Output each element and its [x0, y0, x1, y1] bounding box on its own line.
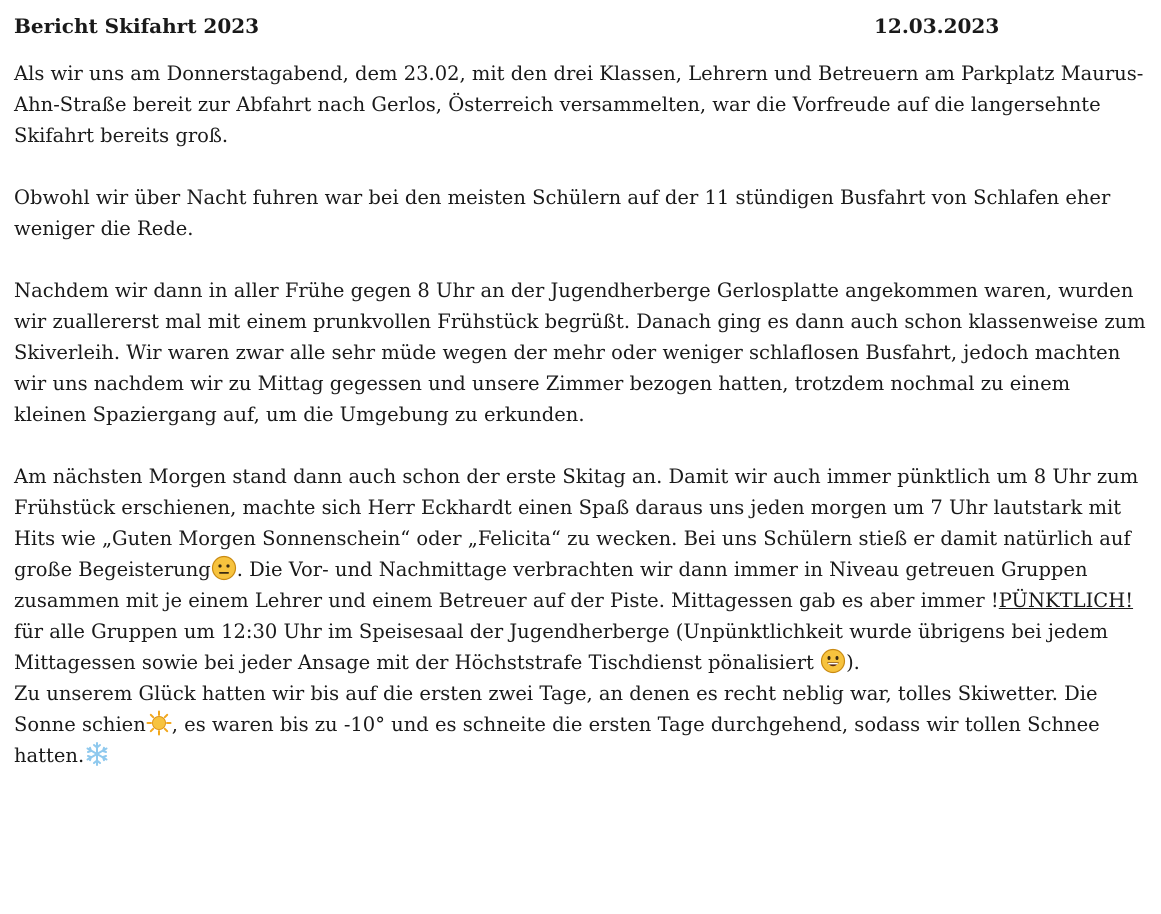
sun-icon: [146, 710, 172, 736]
document-date: 12.03.2023: [874, 14, 1000, 38]
spacer: [14, 244, 1147, 275]
document-title: Bericht Skifahrt 2023: [14, 14, 260, 38]
text-segment: . Die Vor- und Nachmittage verbrachten wir dann immer in Niveau getreuen Gruppen zusammen mit je einem Lehrer und einem Betreuer auf der Piste. Mittagessen gab es aber immer !: [14, 558, 1088, 612]
neutral-face-icon: [211, 555, 237, 581]
text-segment: für alle Gruppen um 12:30 Uhr im Speisesaal der Jugendherberge (Unpünktlichkeit wurde übrigens bei jedem Mittagessen sowie bei jeder Ansage mit der Höchststrafe Tischdienst pönalisiert: [14, 620, 1108, 674]
snowflake-icon: [84, 741, 110, 767]
grinning-face-icon: [820, 648, 846, 674]
document-header: [14, 10, 1147, 44]
spacer: [14, 151, 1147, 182]
text-segment: Am nächsten Morgen stand dann auch schon der erste Skitag an. Damit wir auch immer pünktlich um 8 Uhr zum Frühstück erschienen, machte sich Herr Eckhardt einen Spaß daraus uns jeden morgen um 7 Uhr lautstark mit Hits wie „Guten Morgen Sonnenschein“ oder „Felicita“ zu wecken. Bei uns Schülern stieß er damit natürlich auf große Begeisterung: [14, 465, 1139, 581]
spacer: [14, 44, 1147, 58]
text-segment: , es waren bis zu -10° und es schneite die ersten Tage durchgehend, sodass wir tollen Schnee hatten.: [14, 713, 1100, 767]
paragraph-arrival: Nachdem wir dann in aller Frühe gegen 8 Uhr an der Jugendherberge Gerlosplatte angekommen waren, wurden wir zuallererst mal mit einem prunkvollen Frühstück begrüßt. Danach ging es dann auch schon klassenweise zum Skiverleih. Wir waren zwar alle sehr müde wegen der mehr oder weniger schlaflosen Busfahrt, jedoch machten wir uns nachdem wir zu Mittag gegessen und unsere Zimmer bezogen hatten, trotzdem nochmal zu einem kleinen Spaziergang auf, um die Umgebung zu erkunden.: [14, 279, 1146, 426]
paragraph-departure: Als wir uns am Donnerstagabend, dem 23.02, mit den drei Klassen, Lehrern und Betreuern am Parkplatz Maurus-Ahn-Straße bereit zur Abfahrt nach Gerlos, Österreich versammelten, war die Vorfreude auf die langersehnte Skifahrt bereits groß.: [14, 62, 1144, 147]
paragraph-bus-ride: Obwohl wir über Nacht fuhren war bei den meisten Schülern auf der 11 stündigen Busfahrt von Schlafen eher weniger die Rede.: [14, 186, 1111, 240]
spacer: [14, 430, 1147, 461]
paragraph-weather: [14, 678, 1147, 771]
underlined-punctual: PÜNKTLICH!: [998, 589, 1134, 612]
text-segment: Zu unserem Glück hatten wir bis auf die ersten zwei Tage, an denen es recht neblig war, tolles Skiwetter. Die Sonne schien: [14, 682, 1098, 736]
paragraph-first-ski-day: [14, 461, 1147, 678]
text-segment: ).: [846, 651, 860, 674]
